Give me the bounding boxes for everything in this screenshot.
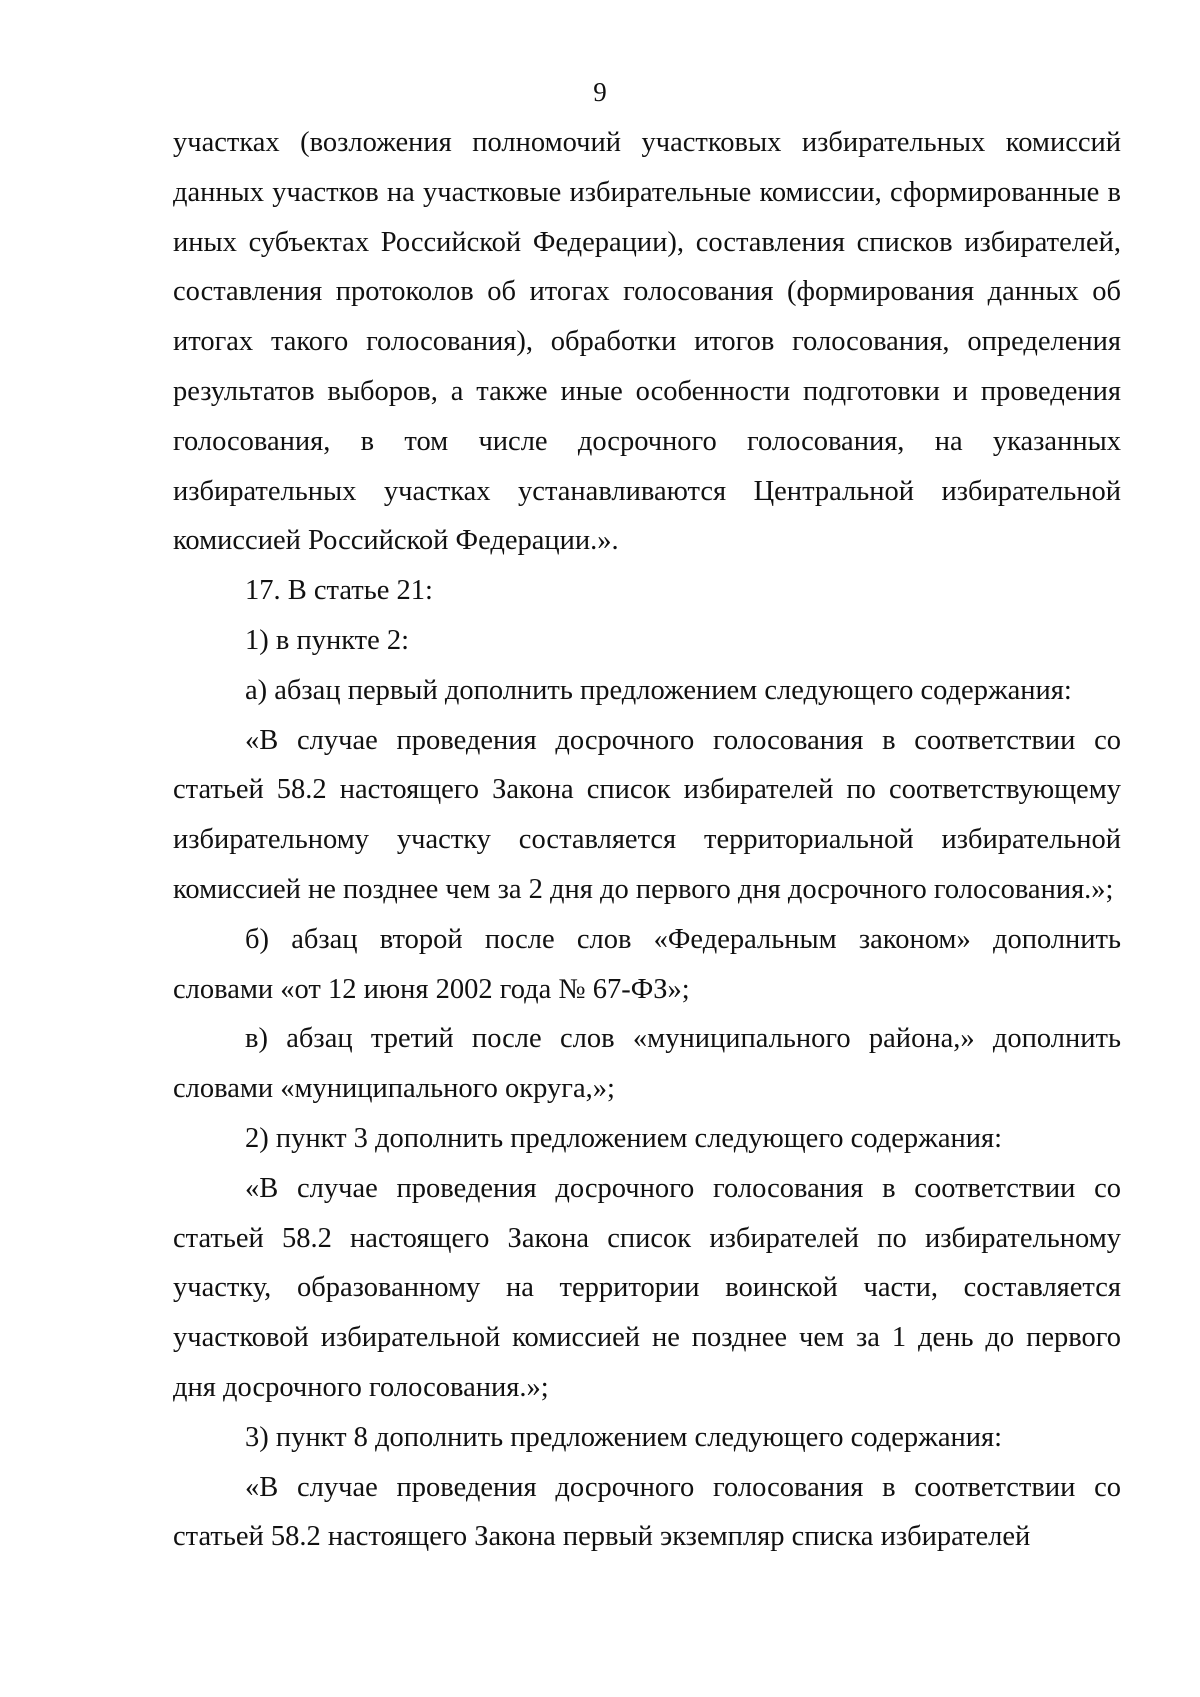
paragraph-subitem-a: а) абзац первый дополнить предложением следующего содержания: — [245, 674, 1072, 706]
paragraph-quote-1: «В случае проведения досрочного голосования в соответствии со статьей 58.2 настоящего Закона список избирателей по соответствующему избирательному участку составляется территориальной избирательной комиссией не позднее чем за 2 дня до первого дня досрочного голосования.»; — [173, 724, 1121, 905]
paragraph-subitem-v: в) абзац третий после слов «муниципального района,» дополнить словами «муниципального округа,»; — [173, 1023, 1121, 1105]
paragraph-subitem-b: б) абзац второй после слов «Федеральным законом» дополнить словами «от 12 июня 2002 года № 67-ФЗ»; — [173, 923, 1121, 1005]
paragraph-quote-3: «В случае проведения досрочного голосования в соответствии со статьей 58.2 настоящего Закона первый экземпляр списка избирателей — [173, 1471, 1121, 1553]
paragraph-item-3: 3) пункт 8 дополнить предложением следующего содержания: — [245, 1421, 1003, 1453]
paragraph-quote-2: «В случае проведения досрочного голосования в соответствии со статьей 58.2 настоящего Закона список избирателей по избирательному участку, образованному на территории воинской части, составляется участковой избирательной комиссией не позднее чем за 1 день до первого дня досрочного голосования.»; — [173, 1172, 1121, 1403]
paragraph-item-1: 1) в пункте 2: — [245, 624, 410, 656]
paragraph-article-17: 17. В статье 21: — [245, 575, 433, 607]
paragraph-continuation: участках (возложения полномочий участковых избирательных комиссий данных участков на участковые избирательные комиссии, сформированные в иных субъектах Российской Федерации), составления списков избирателей, составления протоколов об итогах голосования (формирования данных об итогах такого голосования), обработки итогов голосования, определения результатов выборов, а также иные особенности подготовки и проведения голосования, в том числе досрочного голосования, на указанных избирательных участках устанавливаются Центральной избирательной комиссией Российской Федерации.». — [173, 127, 1121, 557]
page-number: 9 — [593, 77, 607, 107]
paragraph-item-2: 2) пункт 3 дополнить предложением следующего содержания: — [245, 1122, 1003, 1154]
document-body — [173, 118, 1121, 1562]
